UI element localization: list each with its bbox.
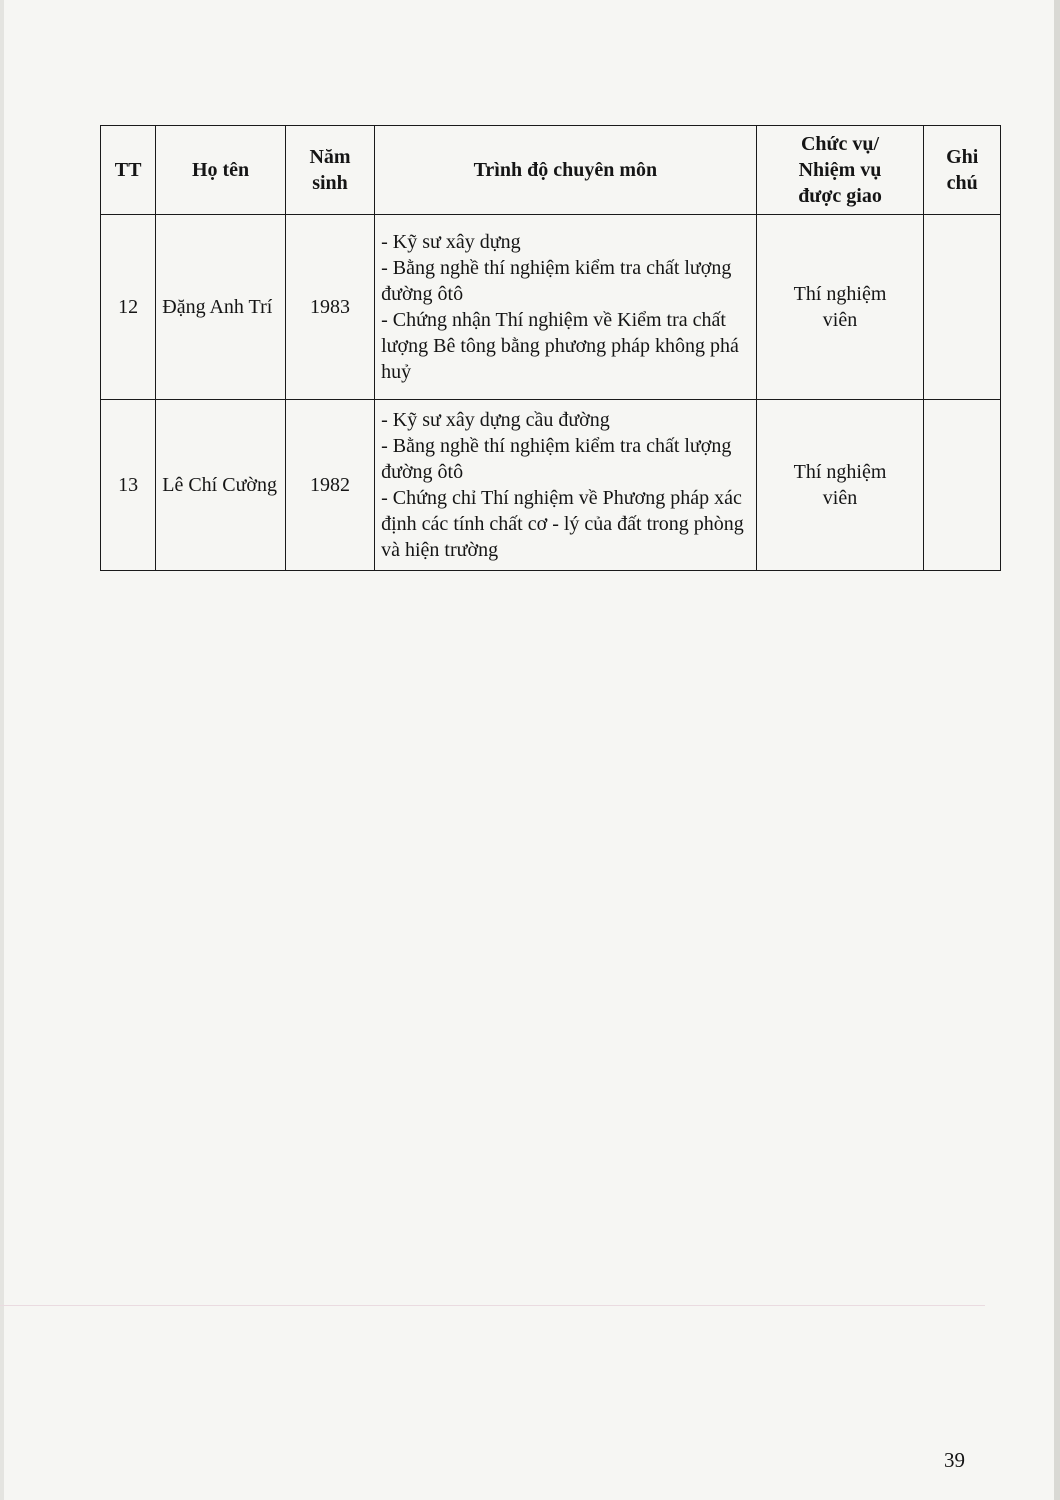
row-role: Thí nghiệm viên (756, 215, 924, 400)
row-note (924, 400, 1001, 571)
row-tt: 12 (101, 215, 156, 400)
row-qualification (375, 215, 756, 400)
table-row (101, 400, 1001, 571)
header-qualification: Trình độ chuyên môn (375, 126, 756, 215)
row-name: Đặng Anh Trí (156, 215, 286, 400)
scan-artifact-line (0, 1305, 985, 1306)
qualification-item: - Kỹ sư xây dựng cầu đường (381, 409, 610, 431)
table-header-row (101, 126, 1001, 215)
row-tt: 13 (101, 400, 156, 571)
qualification-item: - Chứng nhận Thí nghiệm về Kiểm tra chất lượng Bê tông bằng phương pháp không phá huỷ (381, 309, 739, 383)
header-tt: TT (101, 126, 156, 215)
qualification-item: - Kỹ sư xây dựng (381, 231, 521, 253)
header-role: Chức vụ/ Nhiệm vụ được giao (756, 126, 924, 215)
header-note: Ghi chú (924, 126, 1001, 215)
header-birth-year: Năm sinh (285, 126, 374, 215)
qualification-item: - Bằng nghề thí nghiệm kiểm tra chất lượng đường ôtô (381, 435, 732, 483)
header-name: Họ tên (156, 126, 286, 215)
row-birth-year: 1982 (285, 400, 374, 571)
staff-table (100, 125, 1001, 571)
row-note (924, 215, 1001, 400)
page-number: 39 (944, 1448, 965, 1472)
row-role: Thí nghiệm viên (756, 400, 924, 571)
row-birth-year: 1983 (285, 215, 374, 400)
qualification-item: - Chứng chỉ Thí nghiệm về Phương pháp xác định các tính chất cơ - lý của đất trong phòng và hiện trường (381, 487, 744, 561)
qualification-item: - Bằng nghề thí nghiệm kiểm tra chất lượng đường ôtô (381, 257, 732, 305)
table-row (101, 215, 1001, 400)
row-qualification (375, 400, 756, 571)
row-name: Lê Chí Cường (156, 400, 286, 571)
